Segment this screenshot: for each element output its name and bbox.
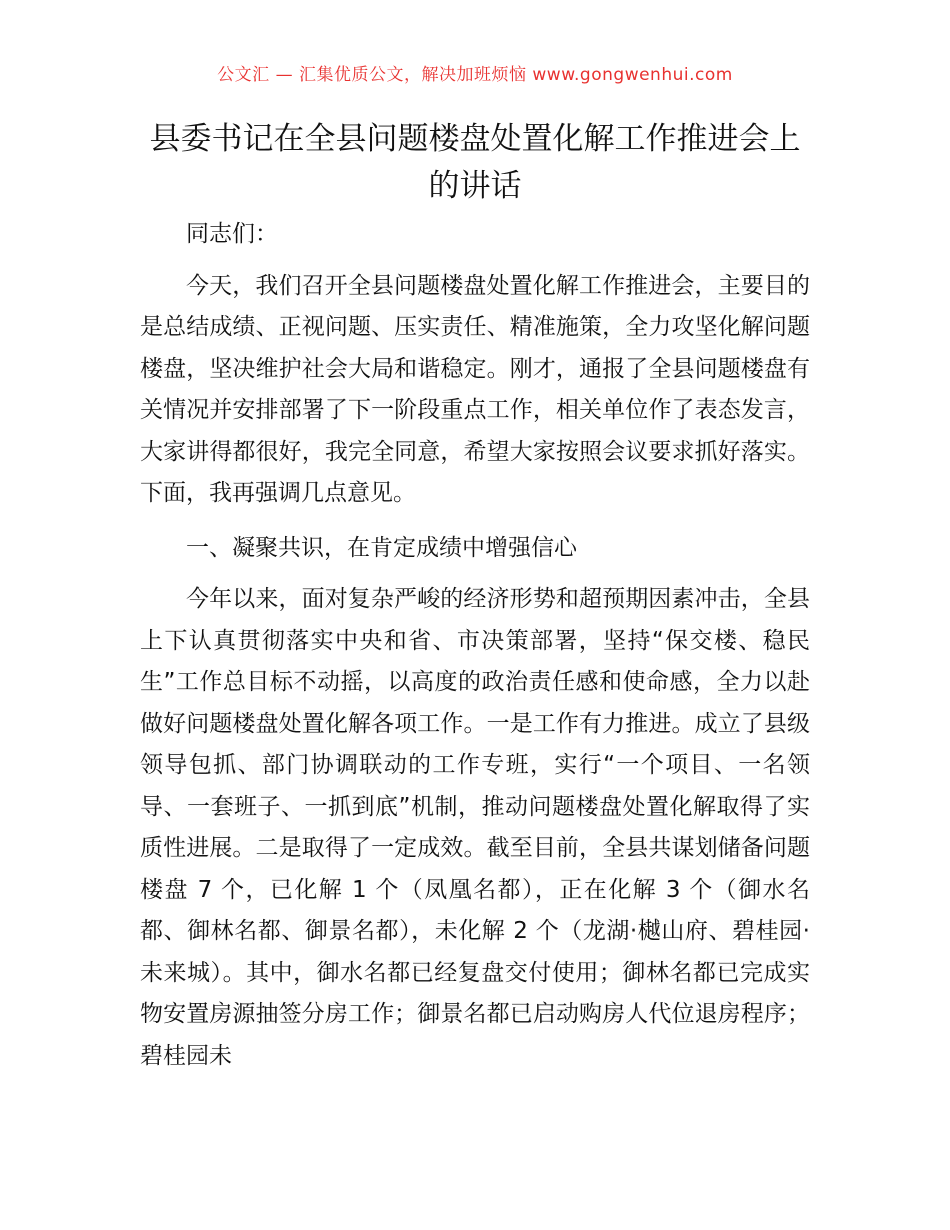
salutation: 同志们： xyxy=(186,221,278,247)
section-heading-1: 一、凝聚共识，在肯定成绩中增强信心 xyxy=(186,534,577,561)
document-body xyxy=(140,214,810,1090)
document-title: 县委书记在全县问题楼盘处置化解工作推进会上的讲话 xyxy=(149,121,801,204)
watermark-header: 公文汇 — 汇集优质公文，解决加班烦恼 www.gongwenhui.com xyxy=(217,65,733,85)
paragraph-intro: 今天，我们召开全县问题楼盘处置化解工作推进会，主要目的是总结成绩、正视问题、压实责任、精准施策，全力攻坚化解问题楼盘，坚决维护社会大局和谐稳定。刚才，通报了全县问题楼盘有关情况并安排部署了下一阶段重点工作，相关单位作了表态发言，大家讲得都很好，我完全同意，希望大家按照会议要求抓好落实。下面，我再强调几点意见。 xyxy=(140,272,810,506)
paragraph-achievements: 今年以来，面对复杂严峻的经济形势和超预期因素冲击，全县上下认真贯彻落实中央和省、市决策部署，坚持“保交楼、稳民生”工作总目标不动摇，以高度的政治责任感和使命感，全力以赴做好问题楼盘处置化解各项工作。一是工作有力推进。成立了县级领导包抓、部门协调联动的工作专班，实行“一个项目、一名领导、一套班子、一抓到底”机制，推动问题楼盘处置化解取得了实质性进展。二是取得了一定成效。截至目前，全县共谋划储备问题楼盘 7 个，已化解 1 个（凤凰名都），正在化解 3 个（御水名都、御林名都、御景名都），未化解 2 个（龙湖·樾山府、碧桂园·未来城）。其中，御水名都已经复盘交付使用；御林名都已完成实物安置房源抽签分房工作；御景名都已启动购房人代位退房程序；碧桂园未 xyxy=(140,586,810,1069)
